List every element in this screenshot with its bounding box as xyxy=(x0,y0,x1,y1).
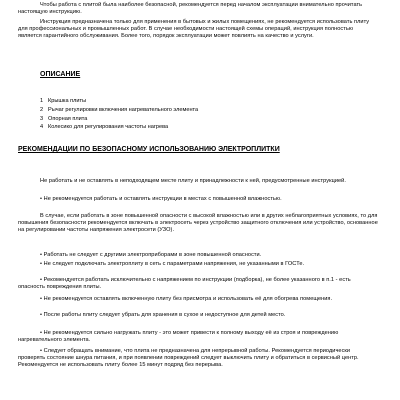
intro-paragraph-2: Инструкция предназначена только для применения в бытовых и жилых помещениях, не рекомендуется использовать плиту для профессиональных и промышленных работ. В случае необходимости настоящей схемы операций, инструкция полностью является гарантийного обслуживания. Более того, порядок эксплуатации может повлиять на качество и услуги. xyxy=(18,19,370,39)
safety-paragraph: • Не следует подключать электроплиту в сеть с параметрами напряжения, не указанными в ГОСТе. xyxy=(40,261,305,267)
list-item: 1 Крышка плиты xyxy=(40,98,87,104)
safety-heading: РЕКОМЕНДАЦИИ ПО БЕЗОПАСНОМУ ИСПОЛЬЗОВАНИЮ ЭЛЕКТРОПЛИТКИ xyxy=(18,146,280,153)
safety-paragraph: • Работать не следует с другими электроприборами в зоне повышенной опасности. xyxy=(40,252,262,258)
safety-paragraph: • После работы плиту следует убрать для хранения в сухое и недоступное для детей место. xyxy=(40,312,286,318)
description-heading: ОПИСАНИЕ xyxy=(40,71,81,78)
safety-paragraph: • Не рекомендуется оставлять включенную плиту без присмотра и использовать её для обогрева помещения. xyxy=(40,296,333,302)
safety-paragraph: • Следует обращать внимание, что плита не предназначена для непрерывной работы. Рекомендуется периодически проверять состояние шнура питания, и при появлении повреждений следует выключить плиту и обратиться в сервисный центр. Рекомендуется не использовать плиту более 15 минут подряд без перерыва. xyxy=(18,348,359,368)
safety-paragraph: В случае, если работать в зоне повышенной опасности с высокой влажностью или в других неблагоприятных условиях, то для повышения безопасности рекомендуется включать в электросеть через устройство защитного отключения или устройство, основанное на регулировании частоты напряжения электросети (УЗО). xyxy=(18,213,378,233)
safety-paragraph: • Не рекомендуется сильно нагружать плиту - это может привести к полному выходу её из строя и повреждению нагревательного элемента. xyxy=(18,330,339,343)
list-item: 3 Опорная плита xyxy=(40,115,88,122)
list-item: 2 Рычаг регулировки включения нагревательного элемента xyxy=(40,106,199,113)
safety-paragraph: • Не рекомендуется работать и оставлять инструкции в местах с повышенной влажностью. xyxy=(40,196,282,202)
safety-paragraph: Не работать и не оставлять в неподходящем месте плиту и принадлежности к ней, предусмотренные инструкцией. xyxy=(40,178,346,184)
parts-list xyxy=(40,97,198,132)
list-item: 4 Колесико для регулирования частоты нагрева xyxy=(40,124,169,131)
intro-paragraph-1: Чтобы работа с плитой была наиболее безопасной, рекомендуется перед началом эксплуатации внимательно прочитать настоящую инструкцию. xyxy=(18,2,363,15)
safety-paragraph: • Рекомендуется работать исключительно с напряжением по инструкции (подборка), не более указанного в п.1 - есть опасность повреждения плиты. xyxy=(18,277,351,290)
